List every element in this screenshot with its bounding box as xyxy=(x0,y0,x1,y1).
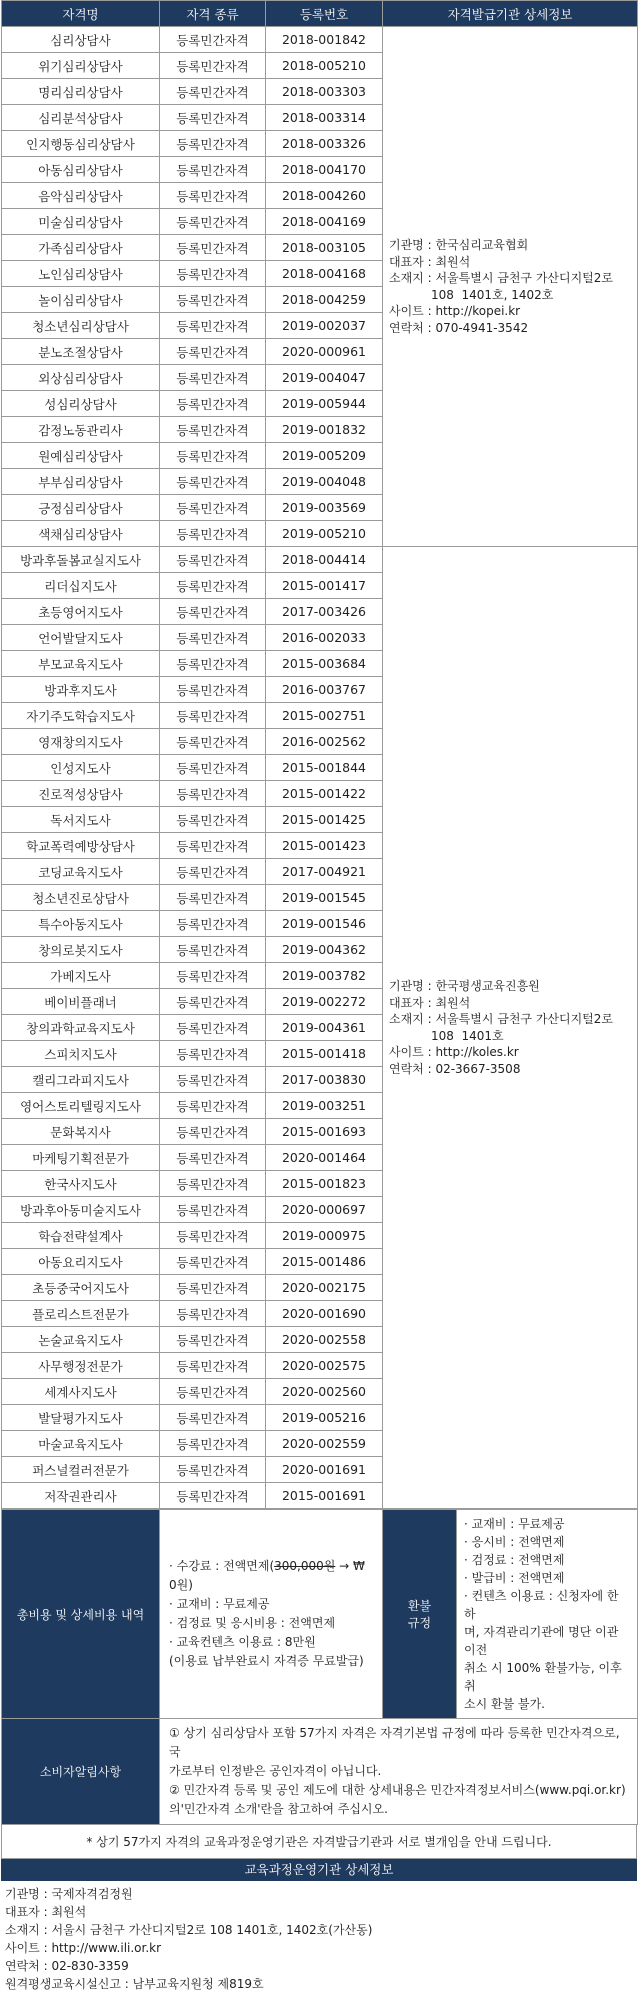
issuer-info-line: 연락처 : 070-4941-3542 xyxy=(389,320,529,335)
cert-type: 등록민간자격 xyxy=(160,417,266,443)
cert-regno: 2019-001546 xyxy=(266,911,383,937)
cert-type: 등록민간자격 xyxy=(160,1197,266,1223)
cert-regno: 2019-004361 xyxy=(266,1015,383,1041)
cert-type: 등록민간자격 xyxy=(160,807,266,833)
issuer-info-line: 108 1401호, 1402호 xyxy=(389,287,554,302)
cert-regno: 2015-001417 xyxy=(266,573,383,599)
cert-name: 음악심리상담사 xyxy=(2,183,160,209)
fee-line: · 검정료 및 응시비용 : 전액면제 xyxy=(169,1616,336,1630)
cert-regno: 2019-000975 xyxy=(266,1223,383,1249)
cert-name: 가베지도사 xyxy=(2,963,160,989)
cert-type: 등록민간자격 xyxy=(160,1353,266,1379)
table-row xyxy=(2,547,638,573)
cert-name: 학습전략설계사 xyxy=(2,1223,160,1249)
cert-name: 심리분석상담사 xyxy=(2,105,160,131)
cert-name: 방과후돌봄교실지도사 xyxy=(2,547,160,573)
issuer-info-line: 연락처 : 02-3667-3508 xyxy=(389,1061,521,1076)
cert-name: 방과후아동미술지도사 xyxy=(2,1197,160,1223)
certificate-document xyxy=(1,0,637,1997)
cert-regno: 2018-003326 xyxy=(266,131,383,157)
cert-regno: 2020-000961 xyxy=(266,339,383,365)
cert-regno: 2016-003767 xyxy=(266,677,383,703)
cert-name: 부모교육지도사 xyxy=(2,651,160,677)
cert-name: 플로리스트전문가 xyxy=(2,1301,160,1327)
cert-regno: 2020-001464 xyxy=(266,1145,383,1171)
cert-name: 특수아동지도사 xyxy=(2,911,160,937)
cert-regno: 2019-004047 xyxy=(266,365,383,391)
cert-type: 등록민간자격 xyxy=(160,235,266,261)
fee-line: · 교재비 : 무료제공 xyxy=(169,1597,270,1611)
cert-type: 등록민간자격 xyxy=(160,885,266,911)
cert-name: 캘리그라피지도사 xyxy=(2,1067,160,1093)
cert-regno: 2015-001693 xyxy=(266,1119,383,1145)
operator-line: 연락처 : 02-830-3359 xyxy=(5,1959,129,1973)
cert-type: 등록민간자격 xyxy=(160,521,266,547)
cert-type: 등록민간자격 xyxy=(160,287,266,313)
cert-name: 영재창의지도사 xyxy=(2,729,160,755)
cert-name: 아동요리지도사 xyxy=(2,1249,160,1275)
refund-label: 환불 규정 xyxy=(383,1510,457,1719)
cert-type: 등록민간자격 xyxy=(160,963,266,989)
cert-name: 인지행동심리상담사 xyxy=(2,131,160,157)
notice-line: 가로부터 인정받은 공인자격이 아닙니다. xyxy=(169,1764,382,1778)
cert-regno: 2015-001691 xyxy=(266,1483,383,1509)
cert-name: 색채심리상담사 xyxy=(2,521,160,547)
cert-name: 외상심리상담사 xyxy=(2,365,160,391)
refund-line: · 발급비 : 전액면제 xyxy=(464,1571,565,1585)
cert-regno: 2019-005944 xyxy=(266,391,383,417)
table-row xyxy=(2,27,638,53)
cert-type: 등록민간자격 xyxy=(160,703,266,729)
cert-regno: 2020-001691 xyxy=(266,1457,383,1483)
cert-name: 초등중국어지도사 xyxy=(2,1275,160,1301)
cert-regno: 2020-002558 xyxy=(266,1327,383,1353)
cert-type: 등록민간자격 xyxy=(160,729,266,755)
cert-type: 등록민간자격 xyxy=(160,547,266,573)
cert-regno: 2019-004048 xyxy=(266,469,383,495)
cert-name: 세계사지도사 xyxy=(2,1379,160,1405)
cert-name: 방과후지도사 xyxy=(2,677,160,703)
cert-name: 마술교육지도사 xyxy=(2,1431,160,1457)
cert-type: 등록민간자격 xyxy=(160,365,266,391)
operator-line: 기관명 : 국제자격검정원 xyxy=(5,1887,133,1901)
cert-regno: 2015-001486 xyxy=(266,1249,383,1275)
operator-line: 대표자 : 최원석 xyxy=(5,1905,87,1919)
cert-regno: 2018-004170 xyxy=(266,157,383,183)
cert-regno: 2015-002751 xyxy=(266,703,383,729)
cert-regno: 2018-001842 xyxy=(266,27,383,53)
cert-regno: 2018-003105 xyxy=(266,235,383,261)
cert-name: 초등영어지도사 xyxy=(2,599,160,625)
fee-tuition-line: · 수강료 : 전액면제(300,000원 → ₩ 0원) xyxy=(169,1559,365,1592)
issuer-info-line: 소재지 : 서울특별시 금천구 가산디지털2로 xyxy=(389,271,614,285)
cert-type: 등록민간자격 xyxy=(160,261,266,287)
refund-line: 소시 환불 불가. xyxy=(464,1697,545,1711)
refund-line: 며, 자격관리기관에 명단 이관 이전 xyxy=(464,1625,619,1657)
cert-type: 등록민간자격 xyxy=(160,1145,266,1171)
fee-label: 총비용 및 상세비용 내역 xyxy=(2,1510,160,1719)
cert-type: 등록민간자격 xyxy=(160,1327,266,1353)
operator-line: 원격평생교육시설신고 : 남부교육지원청 제819호 xyxy=(5,1977,264,1991)
cert-name: 학교폭력예방상담사 xyxy=(2,833,160,859)
cert-type: 등록민간자격 xyxy=(160,573,266,599)
cert-name: 자기주도학습지도사 xyxy=(2,703,160,729)
notice-details xyxy=(160,1719,638,1825)
cert-regno: 2017-003426 xyxy=(266,599,383,625)
cert-name: 가족심리상담사 xyxy=(2,235,160,261)
cert-name: 스피치지도사 xyxy=(2,1041,160,1067)
cert-regno: 2016-002033 xyxy=(266,625,383,651)
cert-type: 등록민간자격 xyxy=(160,469,266,495)
cert-regno: 2018-004414 xyxy=(266,547,383,573)
cert-regno: 2015-001823 xyxy=(266,1171,383,1197)
operator-line: 소재지 : 서울시 금천구 가산디지털2로 108 1401호, 1402호(가산동) xyxy=(5,1923,373,1937)
cert-regno: 2016-002562 xyxy=(266,729,383,755)
operator-details xyxy=(1,1881,637,1997)
cert-type: 등록민간자격 xyxy=(160,1119,266,1145)
cert-name: 독서지도사 xyxy=(2,807,160,833)
cert-regno: 2019-002272 xyxy=(266,989,383,1015)
cert-regno: 2020-002175 xyxy=(266,1275,383,1301)
cert-name: 창의과학교육지도사 xyxy=(2,1015,160,1041)
cert-name: 아동심리상담사 xyxy=(2,157,160,183)
cert-name: 한국사지도사 xyxy=(2,1171,160,1197)
cert-type: 등록민간자격 xyxy=(160,833,266,859)
cert-regno: 2019-003569 xyxy=(266,495,383,521)
issuer-info-line: 소재지 : 서울특별시 금천구 가산디지털2로 xyxy=(389,1012,614,1026)
issuer-info-line: 대표자 : 최원석 xyxy=(389,995,471,1010)
cert-regno: 2015-001418 xyxy=(266,1041,383,1067)
fee-details xyxy=(160,1510,383,1719)
cert-regno: 2019-001832 xyxy=(266,417,383,443)
cert-name: 긍정심리상담사 xyxy=(2,495,160,521)
cert-type: 등록민간자격 xyxy=(160,157,266,183)
cert-regno: 2020-000697 xyxy=(266,1197,383,1223)
refund-line: · 교재비 : 무료제공 xyxy=(464,1517,565,1531)
cert-regno: 2019-005210 xyxy=(266,521,383,547)
cert-type: 등록민간자격 xyxy=(160,651,266,677)
refund-line: · 응시비 : 전액면제 xyxy=(464,1535,565,1549)
cert-name: 분노조절상담사 xyxy=(2,339,160,365)
cert-regno: 2018-003314 xyxy=(266,105,383,131)
cert-type: 등록민간자격 xyxy=(160,677,266,703)
cert-regno: 2019-005216 xyxy=(266,1405,383,1431)
cert-regno: 2015-001425 xyxy=(266,807,383,833)
cert-regno: 2018-004260 xyxy=(266,183,383,209)
cert-name: 감정노동관리사 xyxy=(2,417,160,443)
cert-regno: 2018-004259 xyxy=(266,287,383,313)
issuer-info-line: 사이트 : http://kopei.kr xyxy=(389,304,521,318)
cert-name: 명리심리상담사 xyxy=(2,79,160,105)
cert-name: 문화복지사 xyxy=(2,1119,160,1145)
footnote: * 상기 57가지 자격의 교육과정운영기관은 자격발급기관과 서로 별개임을 안내 드립니다. xyxy=(1,1825,637,1859)
cert-type: 등록민간자격 xyxy=(160,859,266,885)
cert-name: 리더십지도사 xyxy=(2,573,160,599)
cert-type: 등록민간자격 xyxy=(160,79,266,105)
cert-name: 베이비플래너 xyxy=(2,989,160,1015)
cert-type: 등록민간자격 xyxy=(160,339,266,365)
notice-line: ② 민간자격 등록 및 공인 제도에 대한 상세내용은 민간자격정보서비스(www.pqi.or.kr) xyxy=(169,1783,626,1797)
refund-details xyxy=(457,1510,638,1719)
cert-regno: 2015-001423 xyxy=(266,833,383,859)
cert-type: 등록민간자격 xyxy=(160,1483,266,1509)
cert-regno: 2017-003830 xyxy=(266,1067,383,1093)
fee-original-price: 300,000원 xyxy=(274,1559,336,1573)
cert-type: 등록민간자격 xyxy=(160,1223,266,1249)
cert-name: 청소년심리상담사 xyxy=(2,313,160,339)
cert-type: 등록민간자격 xyxy=(160,1301,266,1327)
cert-type: 등록민간자격 xyxy=(160,209,266,235)
cert-type: 등록민간자격 xyxy=(160,1015,266,1041)
cert-type: 등록민간자격 xyxy=(160,911,266,937)
notice-label: 소비자알림사항 xyxy=(2,1719,160,1825)
cert-type: 등록민간자격 xyxy=(160,1457,266,1483)
cert-name: 논술교육지도사 xyxy=(2,1327,160,1353)
cert-name: 사무행정전문가 xyxy=(2,1353,160,1379)
cert-type: 등록민간자격 xyxy=(160,599,266,625)
cert-regno: 2019-001545 xyxy=(266,885,383,911)
cert-type: 등록민간자격 xyxy=(160,625,266,651)
cert-type: 등록민간자격 xyxy=(160,1041,266,1067)
cert-type: 등록민간자격 xyxy=(160,755,266,781)
cert-name: 인성지도사 xyxy=(2,755,160,781)
cert-name: 코딩교육지도사 xyxy=(2,859,160,885)
cert-name: 영어스토리텔링지도사 xyxy=(2,1093,160,1119)
cert-regno: 2015-001422 xyxy=(266,781,383,807)
cert-regno: 2020-002575 xyxy=(266,1353,383,1379)
cert-name: 발달평가지도사 xyxy=(2,1405,160,1431)
cert-name: 노인심리상담사 xyxy=(2,261,160,287)
refund-line: · 검정료 : 전액면제 xyxy=(464,1553,565,1567)
cert-type: 등록민간자격 xyxy=(160,1249,266,1275)
cert-type: 등록민간자격 xyxy=(160,53,266,79)
group2-issuer-info xyxy=(383,547,638,1509)
cert-type: 등록민간자격 xyxy=(160,1405,266,1431)
cert-type: 등록민간자격 xyxy=(160,989,266,1015)
cert-type: 등록민간자격 xyxy=(160,183,266,209)
cert-type: 등록민간자격 xyxy=(160,1067,266,1093)
cert-regno: 2019-005209 xyxy=(266,443,383,469)
cert-name: 퍼스널컬러전문가 xyxy=(2,1457,160,1483)
cert-name: 창의로봇지도사 xyxy=(2,937,160,963)
operator-line: 사이트 : http://www.ili.or.kr xyxy=(5,1941,162,1955)
cert-type: 등록민간자격 xyxy=(160,1431,266,1457)
refund-line: 취소 시 100% 환불가능, 이후 취 xyxy=(464,1661,622,1693)
cert-name: 성심리상담사 xyxy=(2,391,160,417)
cert-name: 진로적성상담사 xyxy=(2,781,160,807)
cert-type: 등록민간자격 xyxy=(160,105,266,131)
fee-refund-table xyxy=(1,1509,638,1825)
cert-type: 등록민간자격 xyxy=(160,495,266,521)
notice-line: 의'민간자격 소개'란을 참고하여 주십시오. xyxy=(169,1802,388,1816)
cert-name: 마케팅기획전문가 xyxy=(2,1145,160,1171)
cert-regno: 2019-003251 xyxy=(266,1093,383,1119)
issuer-info-line: 기관명 : 한국평생교육진흥원 xyxy=(389,979,540,993)
operator-title: 교육과정운영기관 상세정보 xyxy=(1,1859,637,1881)
cert-name: 저작권관리사 xyxy=(2,1483,160,1509)
cert-regno: 2018-004168 xyxy=(266,261,383,287)
cert-regno: 2018-005210 xyxy=(266,53,383,79)
cert-type: 등록민간자격 xyxy=(160,1171,266,1197)
cert-type: 등록민간자격 xyxy=(160,1379,266,1405)
cert-regno: 2019-003782 xyxy=(266,963,383,989)
cert-type: 등록민간자격 xyxy=(160,313,266,339)
cert-name: 미술심리상담사 xyxy=(2,209,160,235)
notice-line: ① 상기 심리상담사 포함 57가지 자격은 자격기본법 규정에 따라 등록한 민간자격으로, 국 xyxy=(169,1726,620,1759)
cert-regno: 2019-004362 xyxy=(266,937,383,963)
cert-regno: 2018-004169 xyxy=(266,209,383,235)
cert-regno: 2019-002037 xyxy=(266,313,383,339)
header-type: 자격 종류 xyxy=(160,1,266,27)
issuer-info-line: 사이트 : http://koles.kr xyxy=(389,1045,519,1059)
fee-line: · 교육컨텐츠 이용료 : 8만원 xyxy=(169,1635,316,1649)
cert-name: 원예심리상담사 xyxy=(2,443,160,469)
cert-type: 등록민간자격 xyxy=(160,131,266,157)
certificate-table xyxy=(1,0,638,1509)
issuer-info-line: 대표자 : 최원석 xyxy=(389,254,471,269)
cert-name: 언어발달지도사 xyxy=(2,625,160,651)
cert-regno: 2020-002559 xyxy=(266,1431,383,1457)
table-header-row xyxy=(2,1,638,27)
cert-type: 등록민간자격 xyxy=(160,391,266,417)
header-name: 자격명 xyxy=(2,1,160,27)
cert-type: 등록민간자격 xyxy=(160,27,266,53)
header-regno: 등록번호 xyxy=(266,1,383,27)
cert-name: 놀이심리상담사 xyxy=(2,287,160,313)
cert-name: 위기심리상담사 xyxy=(2,53,160,79)
group1-issuer-info xyxy=(383,27,638,547)
cert-regno: 2015-003684 xyxy=(266,651,383,677)
issuer-info-line: 기관명 : 한국심리교육협회 xyxy=(389,238,529,252)
cert-regno: 2015-001844 xyxy=(266,755,383,781)
cert-type: 등록민간자격 xyxy=(160,1093,266,1119)
refund-line: · 컨텐츠 이용료 : 신청자에 한하 xyxy=(464,1589,619,1621)
cert-name: 부부심리상담사 xyxy=(2,469,160,495)
cert-regno: 2017-004921 xyxy=(266,859,383,885)
cert-name: 심리상담사 xyxy=(2,27,160,53)
cert-type: 등록민간자격 xyxy=(160,781,266,807)
cert-name: 청소년진로상담사 xyxy=(2,885,160,911)
cert-type: 등록민간자격 xyxy=(160,937,266,963)
cert-regno: 2020-001690 xyxy=(266,1301,383,1327)
cert-regno: 2020-002560 xyxy=(266,1379,383,1405)
cert-type: 등록민간자격 xyxy=(160,443,266,469)
issuer-info-line: 108 1401호 xyxy=(389,1028,504,1043)
header-issuer: 자격발급기관 상세정보 xyxy=(383,1,638,27)
fee-line: (이용료 납부완료시 자격증 무료발급) xyxy=(169,1654,364,1668)
cert-type: 등록민간자격 xyxy=(160,1275,266,1301)
cert-regno: 2018-003303 xyxy=(266,79,383,105)
